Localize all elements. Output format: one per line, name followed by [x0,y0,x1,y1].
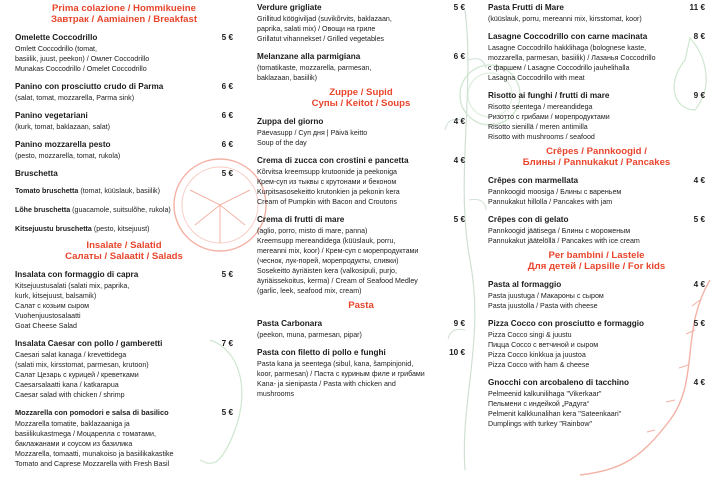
dish-price: 6 € [221,82,233,91]
dish-description-line: баклажанами и соусом из базилика [15,440,133,448]
dish-price: 7 € [221,339,233,348]
dish-description-line: Cream of Pumpkin with Bacon and Croutons [257,198,397,206]
dish-description-line: Pannkoogid moosiga / Блины с вареньем [488,188,622,196]
dish-price: 6 € [453,52,465,61]
menu-item [488,2,705,24]
dish-description [15,350,233,400]
menu-item [488,175,705,207]
dish-description [15,151,233,161]
section-title-line: Для детей / Lapsille / For kids [527,261,666,272]
dish-description-line: Kurpitsasosekeitto krutonkien ja pekonin kera [257,188,400,196]
dish-description-line: mereanni mix, koor) / Крем-суп с морепродуктами [257,247,419,255]
dish-description-line: Pizza Cocco kinkkua ja juustoa [488,351,586,359]
menu-item-header [15,139,233,150]
menu-item [488,31,705,83]
dish-description-line: Kitsejuustusalati (salati mix, paprika, [15,282,130,290]
menu-item-header [15,168,233,179]
menu-item [257,2,465,44]
dish-description [257,14,465,44]
menu-item-header [15,338,233,349]
dish-name: Lasagne Coccodrillo con carne macinata [488,32,648,41]
dish-description [257,359,465,399]
menu-item-header [15,407,233,418]
dish-name: Bruschetta [15,169,58,178]
menu-item-header [15,269,233,280]
dish-description [15,44,233,74]
dish-price: 6 € [221,140,233,149]
dish-price: 4 € [693,280,705,289]
section-title-line: Zuppe / Supid [329,87,393,98]
menu-item-header [257,51,465,62]
dish-price: 5 € [453,215,465,224]
dish-description-line: (salati mix, kirsstomat, parmesan, krutoon) [15,361,149,369]
dish-description-line: (peekon, muna, parmesan, pipar) [257,331,362,339]
dish-description-line: Sosekeitto äyriäisten kera (valkosipuli, purjo, [257,267,397,275]
dish-name: Verdure grigliate [257,3,322,12]
dish-name: Panino con prosciutto crudo di Parma [15,82,164,91]
dish-description-line: Soup of the day [257,139,307,147]
dish-description-line: basiilik, juust, peekon) / Омлет Coccodrillo [15,55,150,63]
dish-name: Insalata con formaggio di capra [15,270,139,279]
dish-description-line: Caesar salad with chicken / shrimp [15,391,125,399]
dish-description-line: Risotto seentega / mereandidega [488,103,593,111]
section-title-line: Супы / Keitot / Soups [311,98,411,109]
dish-description-line: (salat, tomat, mozzarella, Parma sink) [15,94,135,102]
menu-item [257,116,465,148]
sub-item-name: Tomato bruschetta [15,187,79,195]
dish-description-line: kurk, kitsejuust, balsamik) [15,292,97,300]
section-title [15,3,233,25]
dish-description-line: mushrooms [257,390,295,398]
dish-description-line: basiilikukastmega / Моцарелла с томатами, [15,430,156,438]
dish-description-line: paprika, salati mix) / Овощи на гриле [257,25,376,33]
dish-description-line: Салат с козьим сыром [15,302,90,310]
dish-name: Pasta con filetto di pollo e funghi [257,348,386,357]
menu-item-header [257,116,465,127]
section-title-line: Завтрак / Aamiainen / Breakfast [50,14,198,25]
menu-item [15,269,233,331]
dish-description-line: Risotto sienillä / meren antimilla [488,123,588,131]
sub-item-name: Lõhe bruschetta [15,206,71,214]
dish-price: 5 € [221,33,233,42]
dish-description-line: Pelmeenid kalkunilihaga "Vikerkaar" [488,390,602,398]
menu-item [15,81,233,103]
menu-item [257,51,465,83]
dish-description-line: koor, parmesan) / Паста с куриным филе и грибами [257,370,425,378]
menu-item-header [488,175,705,186]
menu-item [488,90,705,142]
dish-description-line: (küüslauk, porru, mereanni mix, kirsstomat, koor) [488,15,642,23]
dish-price: 5 € [221,408,233,417]
dish-description-line: Lasagne Coccodrillo hakklihaga (bolognese kaste, [488,44,647,52]
menu-item-header [488,214,705,225]
dish-price: 5 € [693,215,705,224]
menu-item-header [488,377,705,388]
section-title-line: Prima colazione / Hommikueine [52,3,196,14]
section-title [15,240,233,262]
dish-description-line: Lasagna Coccodrillo with meat [488,74,585,82]
menu-item [257,214,465,296]
dish-description-line: äyriäissekoitus, kerma) / Cream of Seafood Medley [257,277,418,285]
dish-name: Melanzane alla parmigiana [257,52,361,61]
dish-description [15,122,233,132]
dish-description-line: Pannkoogid jäätisega / Блины с мороженым [488,227,631,235]
menu-item-header [15,110,233,121]
dish-name: Panino mozzarella pesto [15,140,111,149]
section-title-line: Crêpes / Pannkoogid / [546,146,647,157]
dish-description [257,63,465,83]
dish-description-line: Grillatut vihannekset / Grilled vegetables [257,35,384,43]
dish-description-line: Kõrvitsa kreemsupp krutoonide ja peekoniga [257,168,397,176]
dish-description [257,128,465,148]
menu-item [15,139,233,161]
dish-description-line: Goat Cheese Salad [15,322,77,330]
section-title [488,250,705,272]
menu-column-1 [15,0,233,469]
sub-item [15,199,233,217]
dish-price: 5 € [221,270,233,279]
dish-description-line: Mozzarella tomatite, baklazaaniga ja [15,420,130,428]
dish-description [488,291,705,311]
dish-description-line: Tomato and Caprese Mozzarella with Fresh Basil [15,460,170,468]
dish-name: Mozzarella con pomodori e salsa di basilico [15,408,169,417]
dish-description [488,330,705,370]
dish-description-line: Caesarsalaatti kana / katkarapua [15,381,119,389]
dish-description-line: Kreemsupp mereandidega (küüslauk, porru, [257,237,396,245]
dish-description [488,389,705,429]
dish-description-line: Pannukakut hillolla / Pancakes with jam [488,198,613,206]
menu-item-header [257,318,465,329]
dish-price: 5 € [221,169,233,178]
menu-item [15,168,233,236]
dish-description-line: Omlett Coccodrillo (tomat, [15,45,97,53]
dish-name: Pasta Frutti di Mare [488,3,564,12]
dish-name: Pasta Carbonara [257,319,323,328]
dish-description-line: (aglio, porro, misto di mare, panna) [257,227,368,235]
dish-description-line: Mozzarella, tomaatti, munakoiso ja basiilikakastike [15,450,174,458]
dish-description-line: mozzarella, parmesan, basiilik) / Лазанья Coccodrillo [488,54,656,62]
dish-name: Panino vegetariani [15,111,88,120]
section-title-line: Салаты / Salaatit / Salads [65,251,183,262]
dish-description [15,281,233,331]
dish-description-line: (garlic, leek, seafood mix, cream) [257,287,362,295]
dish-description-line: Munakas Coccodrillo / Omelet Coccodrillo [15,65,147,73]
menu-item [488,377,705,429]
dish-name: Crema di zucca con crostini e pancetta [257,156,409,165]
dish-description [257,226,465,296]
menu-item [488,214,705,246]
dish-price: 4 € [693,176,705,185]
sub-item [15,218,233,236]
menu-item-header [257,214,465,225]
dish-name: Gnocchi con arcobaleno di tacchino [488,378,630,387]
menu-item [257,347,465,399]
dish-description-line: Grillitud köögiviljad (suvikõrvits, baklazaan, [257,15,392,23]
section-title [488,146,705,168]
dish-price: 4 € [693,378,705,387]
dish-description-line: Risotto with mushrooms / seafood [488,133,595,141]
dish-name: Pizza Cocco con prosciutto e formaggio [488,319,645,328]
dish-description [488,226,705,246]
dish-price: 10 € [449,348,465,357]
dish-description [488,187,705,207]
dish-description-line: Pizza Cocco with ham & cheese [488,361,590,369]
menu-column-3 [488,0,705,429]
menu-item-header [257,347,465,358]
dish-description [15,93,233,103]
dish-description [488,102,705,142]
menu-item [15,32,233,74]
dish-description-line: Vuohenjuustosalaatti [15,312,81,320]
dish-name: Omelette Coccodrillo [15,33,98,42]
menu-item-header [488,279,705,290]
menu-item [15,407,233,469]
dish-description-line: Pannukakut jäätelöllä / Pancakes with ice cream [488,237,640,245]
menu-item-header [488,90,705,101]
dish-description-line: Kana- ja sienipasta / Pasta with chicken and [257,380,396,388]
dish-description-line: Caesari salat kanaga / krevettidega [15,351,127,359]
menu-item-header [15,32,233,43]
dish-description-line: Pasta juustolla / Pasta with cheese [488,302,598,310]
dish-description-line: baklazaan, basiilik) [257,74,317,82]
menu-item [488,279,705,311]
section-title-line: Insalate / Salatid [86,240,162,251]
dish-description-line: Pizza Cocco singi & juustu [488,331,572,339]
menu-item-header [257,2,465,13]
menu-column-2 [257,0,465,399]
dish-price: 8 € [693,32,705,41]
section-title-line: Per bambini / Lastele [548,250,645,261]
dish-description-line: (чеснок, лук-порей, морепродукты, сливки) [257,257,399,265]
dish-description-line: Пельмени с индейкой „Радуга“ [488,400,590,408]
sub-item-name: Kitsejuustu bruschetta [15,225,92,233]
dish-price: 9 € [693,91,705,100]
dish-name: Crêpes con di gelato [488,215,569,224]
sub-item-desc: (guacamole, suitsulõhe, rukola) [72,206,171,214]
menu-item [257,155,465,207]
dish-description [15,419,233,469]
sub-item-desc: (pesto, kitsejuust) [93,225,150,233]
dish-price: 9 € [453,319,465,328]
dish-description-line: Päevasupp / Суп дня | Päivä keitto [257,129,368,137]
dish-description-line: Пицца Cocco с ветчиной и сыром [488,341,599,349]
dish-description-line: Pasta kana ja seentega (sibul, kana, šampinjonid, [257,360,414,368]
dish-description-line: с фаршем / Lasagne Coccodrillo jauhelihalla [488,64,630,72]
dish-description-line: Крем-суп из тыквы с крутонами и беконом [257,178,397,186]
sub-item-desc: (tomat, küüslauk, basiilik) [80,187,160,195]
section-title [257,300,465,311]
menu-item-header [488,318,705,329]
menu-item [257,318,465,340]
dish-description-line: Pelmenit kalkkunalihan kera "Sateenkaari" [488,410,622,418]
dish-description [488,14,705,24]
dish-name: Crema di frutti di mare [257,215,345,224]
section-title [257,87,465,109]
dish-description-line: (kurk, tomat, baklazaan, salat) [15,123,111,131]
dish-price: 4 € [453,117,465,126]
menu-item-header [15,81,233,92]
dish-price: 4 € [453,156,465,165]
menu-item-header [488,31,705,42]
dish-name: Crêpes con marmellata [488,176,579,185]
dish-description-line: Pasta juustuga / Макароны с сыром [488,292,604,300]
dish-name: Insalata Caesar con pollo / gamberetti [15,339,163,348]
dish-price: 5 € [693,319,705,328]
sub-item [15,180,233,198]
menu-item-header [488,2,705,13]
menu-item [15,338,233,400]
dish-description-line: Ризотто с грибами / морепродуктами [488,113,610,121]
dish-description-line: Салат Цезарь с курицей / креветками [15,371,139,379]
dish-name: Zuppa del giorno [257,117,324,126]
dish-description [257,330,465,340]
dish-price: 5 € [453,3,465,12]
dish-name: Risotto ai funghi / frutti di mare [488,91,610,100]
dish-description-line: (pesto, mozzarella, tomat, rukola) [15,152,121,160]
dish-description-line: Dumplings with turkey "Rainbow" [488,420,592,428]
menu-item-header [257,155,465,166]
dish-price: 6 € [221,111,233,120]
dish-price: 11 € [689,3,705,12]
menu-item [488,318,705,370]
dish-description-line: (tomatikaste, mozzarella, parmesan, [257,64,372,72]
dish-description [488,43,705,83]
dish-name: Pasta al formaggio [488,280,562,289]
menu-item [15,110,233,132]
dish-description [257,167,465,207]
section-title-line: Блины / Pannukakut / Pancakes [522,157,671,168]
section-title-line: Pasta [348,300,374,311]
